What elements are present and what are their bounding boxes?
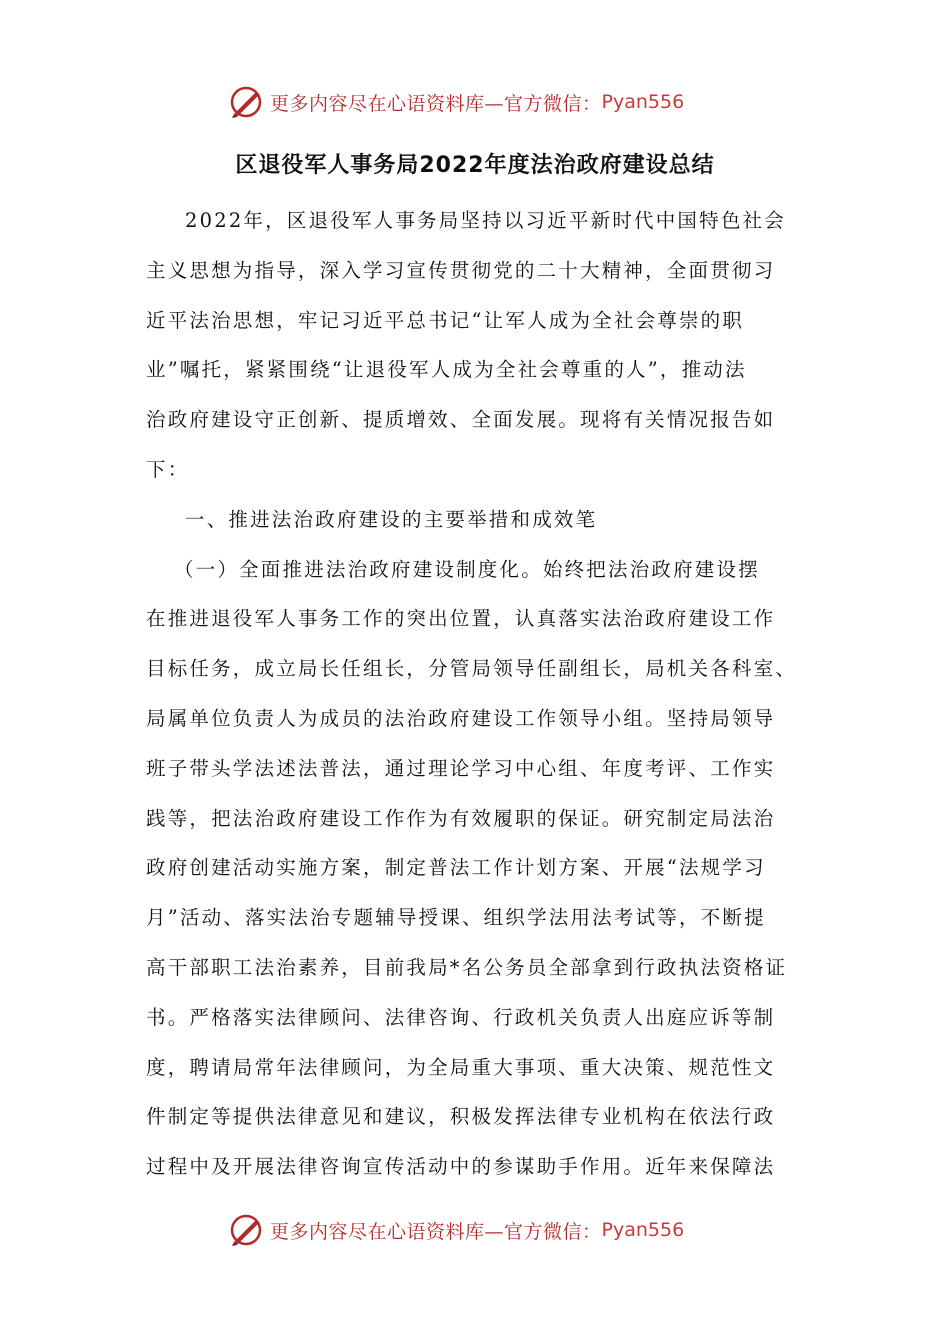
header-banner (228, 82, 748, 122)
body-line: 业”嘱托，紧紧围绕“让退役军人成为全社会尊重的人”，推动法 (146, 358, 747, 382)
body-line: 践等，把法治政府建设工作作为有效履职的保证。研究制定局法治 (146, 806, 776, 830)
body-line: 书。严格落实法律顾问、法律咨询、行政机关负责人出庭应诉等制 (146, 1005, 776, 1029)
body-line: 高干部职工法治素养，目前我局*名公务员全部拿到行政执法资格证 (146, 955, 788, 979)
body-line: 度，聘请局常年法律顾问，为全局重大事项、重大决策、规范性文 (146, 1055, 776, 1079)
body-line: 主义思想为指导，深入学习宣传贯彻党的二十大精神，全面贯彻习 (146, 258, 776, 282)
body-line: 在推进退役军人事务工作的突出位置，认真落实法治政府建设工作 (146, 607, 776, 631)
document-body (146, 196, 814, 1192)
banner-handle: Pyan556 (601, 91, 685, 113)
body-line: 局属单位负责人为成员的法治政府建设工作领导小组。坚持局领导 (146, 706, 776, 730)
body-line: 政府创建活动实施方案，制定普法工作计划方案、开展“法规学习 (146, 856, 766, 880)
pen-logo-icon (228, 84, 264, 120)
footer-banner (228, 1210, 748, 1250)
page-title: 区退役军人事务局2022年度法治政府建设总结 (235, 153, 715, 178)
body-line: 治政府建设守正创新、提质增效、全面发展。现将有关情况报告如 (146, 408, 776, 432)
body-line: 目标任务，成立局长任组长，分管局领导任副组长，局机关各科室、 (146, 657, 798, 681)
body-line: 班子带头学法述法普法，通过理论学习中心组、年度考评、工作实 (146, 756, 776, 780)
body-line: 近平法治思想，牢记习近平总书记“让军人成为全社会尊崇的职 (146, 308, 745, 332)
subsection-heading: （一）全面推进法治政府建设制度化。始终把法治政府建设摆 (174, 557, 760, 581)
body-line: 2022年，区退役军人事务局坚持以习近平新时代中国特色社会 (185, 209, 786, 232)
body-line: 月”活动、落实法治专题辅导授课、组织学法用法考试等，不断提 (146, 906, 766, 930)
body-line: 件制定等提供法律意见和建议，积极发挥法律专业机构在依法行政 (146, 1105, 776, 1129)
banner-handle: Pyan556 (601, 1219, 685, 1241)
pen-logo-icon (228, 1212, 264, 1248)
banner-text: 更多内容尽在心语资料库—官方微信： (270, 1220, 602, 1243)
banner-text: 更多内容尽在心语资料库—官方微信： (270, 92, 602, 115)
body-line: 下： (146, 457, 190, 481)
section-heading: 一、推进法治政府建设的主要举措和成效笔 (185, 507, 598, 531)
body-line: 过程中及开展法律咨询宣传活动中的参谋助手作用。近年来保障法 (146, 1155, 776, 1179)
